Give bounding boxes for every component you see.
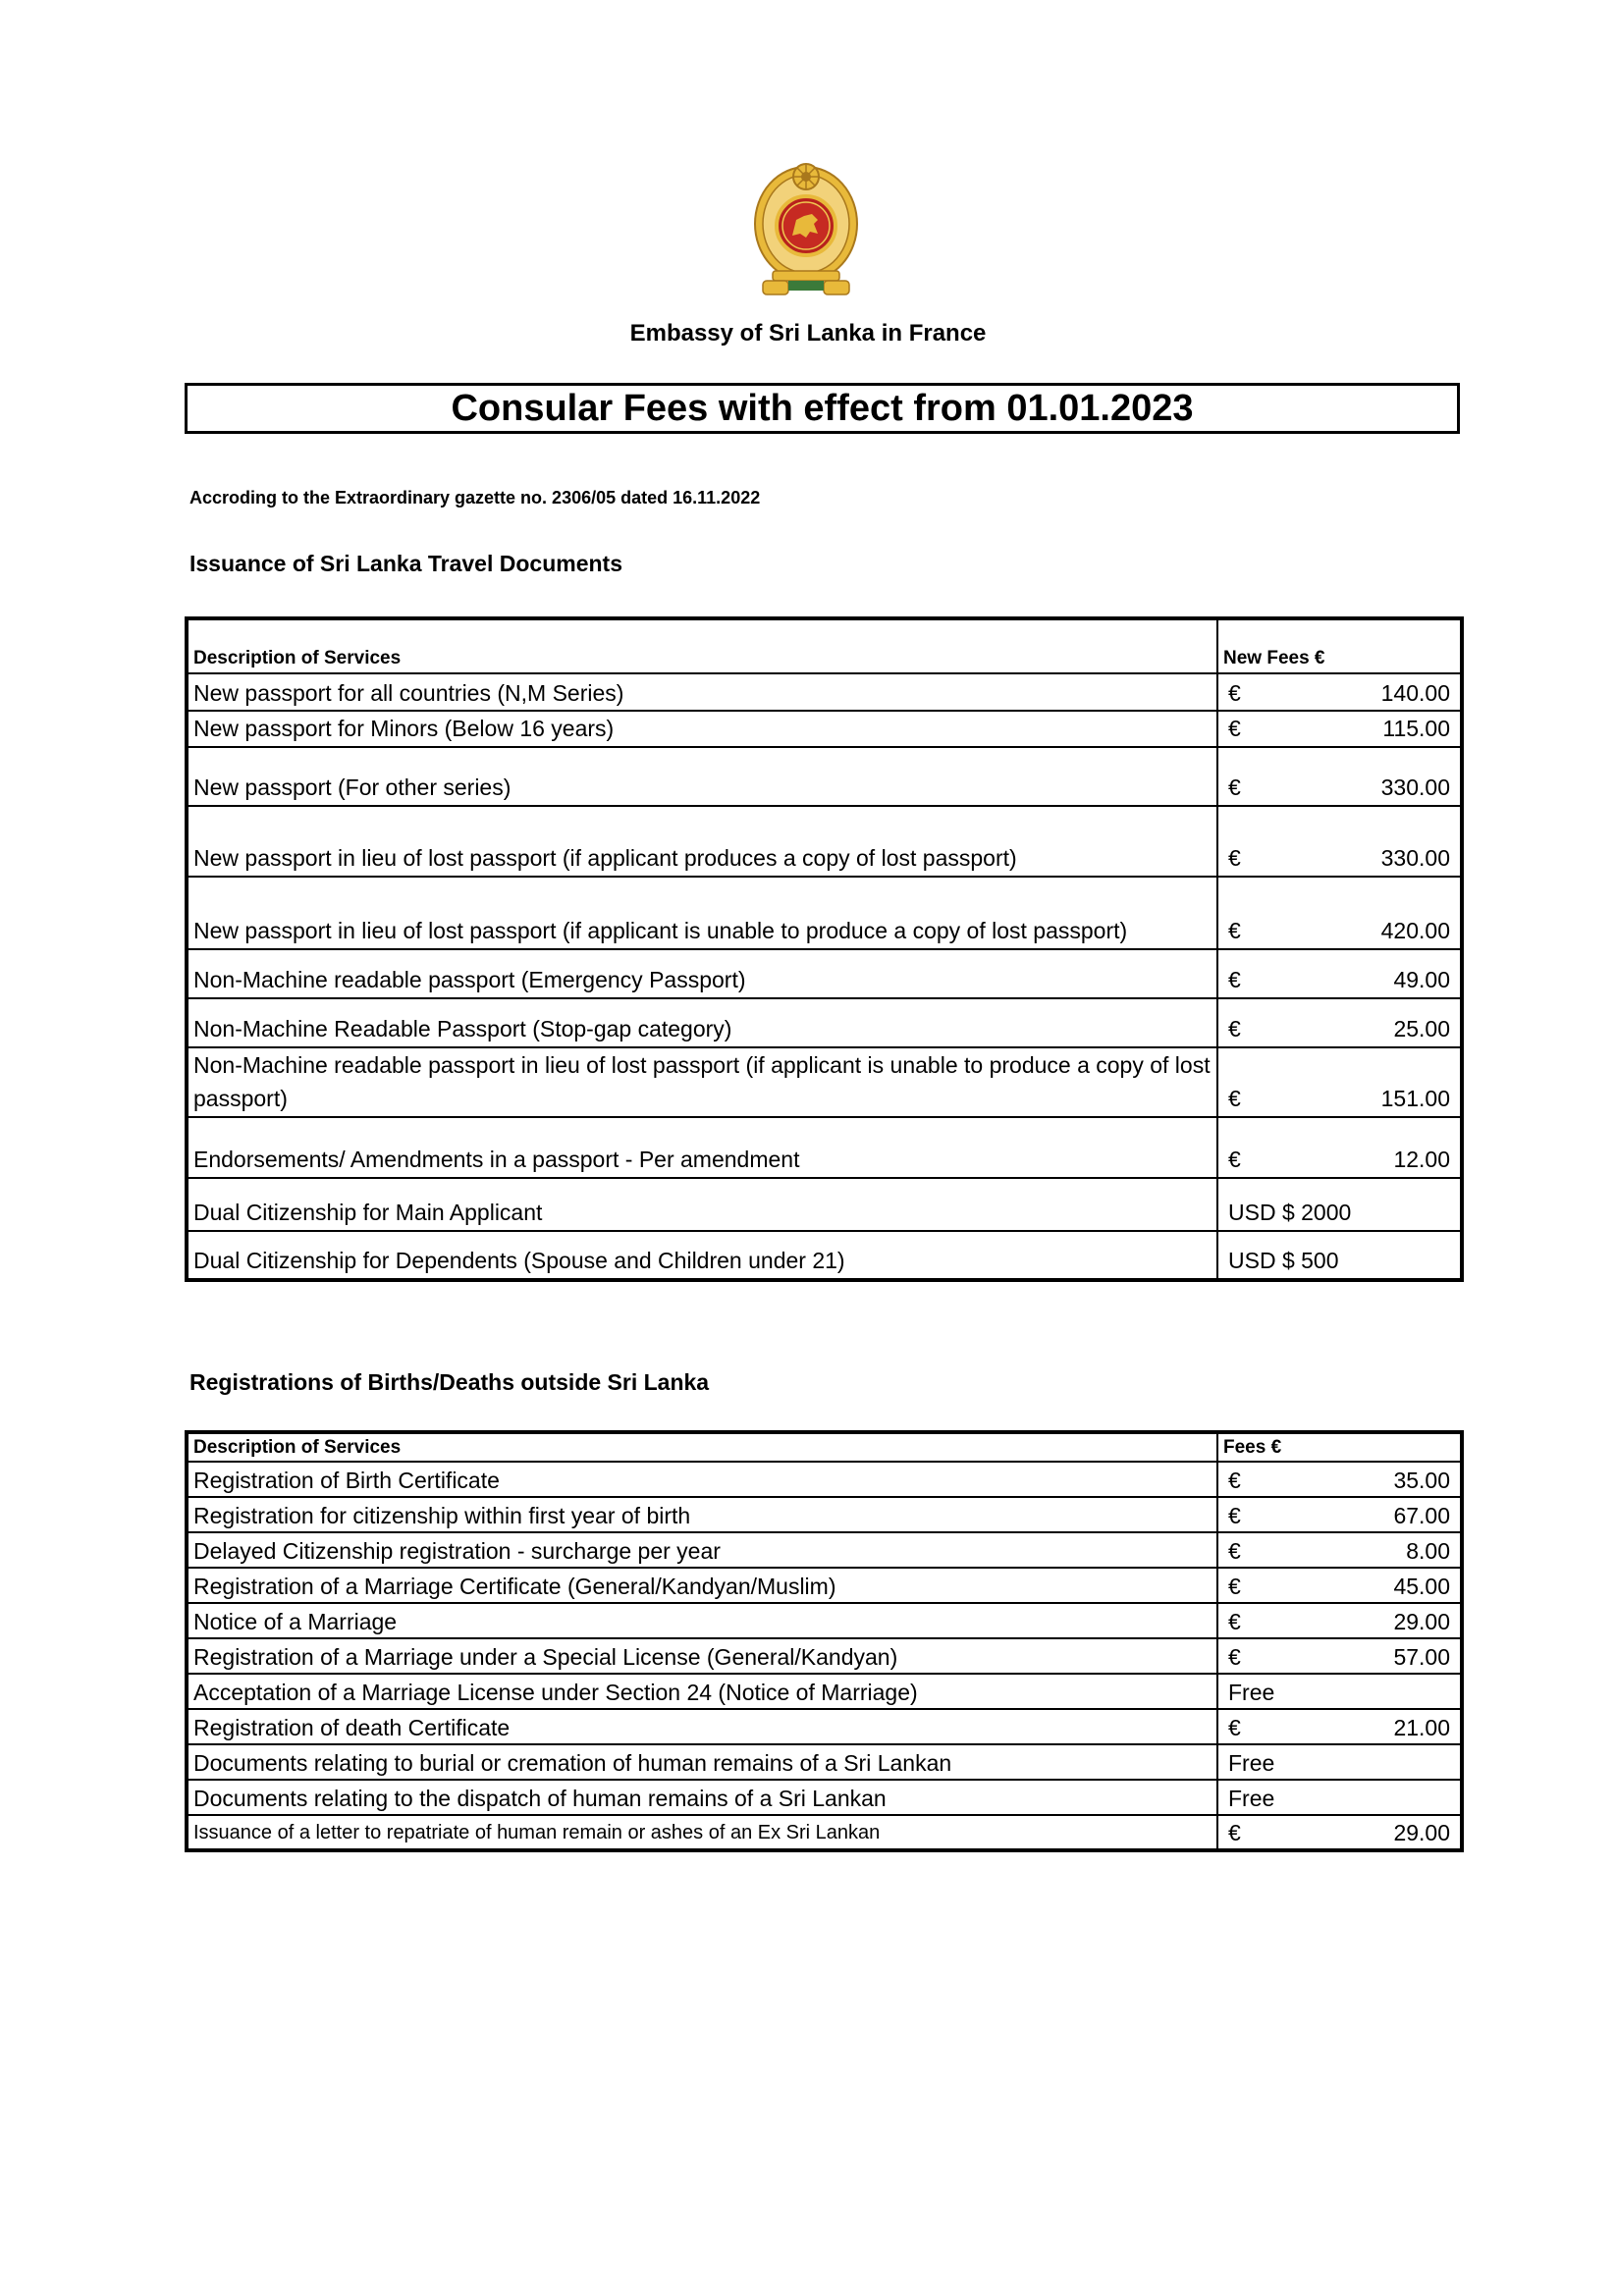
fee-currency: USD $ 2000 xyxy=(1228,1200,1352,1225)
service-fee xyxy=(1217,1462,1462,1497)
service-fee xyxy=(1217,877,1462,949)
fee-currency: USD $ 500 xyxy=(1228,1248,1339,1273)
table-row xyxy=(187,806,1462,877)
fee-amount: 57.00 xyxy=(1393,1644,1450,1670)
table-row xyxy=(187,877,1462,949)
column-header-description: Description of Services xyxy=(187,618,1217,673)
sri-lanka-emblem-icon xyxy=(749,155,863,298)
fee-currency: € xyxy=(1228,1503,1241,1528)
service-fee xyxy=(1217,998,1462,1047)
fee-amount: 67.00 xyxy=(1393,1503,1450,1528)
fee-amount: 25.00 xyxy=(1393,1016,1450,1041)
service-description: Issuance of a letter to repatriate of human remain or ashes of an Ex Sri Lankan xyxy=(187,1815,1217,1850)
fee-amount: 115.00 xyxy=(1382,716,1450,741)
service-description: New passport (For other series) xyxy=(187,747,1217,806)
fee-amount: 29.00 xyxy=(1393,1820,1450,1845)
fee-currency: Free xyxy=(1228,1786,1275,1811)
service-fee xyxy=(1217,1638,1462,1674)
service-fee xyxy=(1217,1178,1462,1231)
service-fee xyxy=(1217,1815,1462,1850)
service-description: Notice of a Marriage xyxy=(187,1603,1217,1638)
service-description: Registration of death Certificate xyxy=(187,1709,1217,1744)
service-description: Dual Citizenship for Main Applicant xyxy=(187,1178,1217,1231)
section-heading-registrations: Registrations of Births/Deaths outside Sri Lanka xyxy=(189,1369,710,1395)
service-fee xyxy=(1217,1047,1462,1117)
service-description: Non-Machine readable passport in lieu of lost passport (if applicant is unable to produce a copy of lost passport) xyxy=(187,1047,1217,1117)
fee-amount: 12.00 xyxy=(1393,1147,1450,1172)
service-description: Registration of a Marriage under a Special License (General/Kandyan) xyxy=(187,1638,1217,1674)
fee-currency: € xyxy=(1228,918,1241,943)
service-fee xyxy=(1217,806,1462,877)
fee-currency: € xyxy=(1228,716,1241,741)
column-header-fee: New Fees € xyxy=(1217,618,1462,673)
table-row xyxy=(187,711,1462,747)
service-description: New passport for Minors (Below 16 years) xyxy=(187,711,1217,747)
service-description: Documents relating to the dispatch of human remains of a Sri Lankan xyxy=(187,1780,1217,1815)
service-fee xyxy=(1217,1780,1462,1815)
table-row xyxy=(187,1638,1462,1674)
table-row xyxy=(187,1709,1462,1744)
fee-currency: € xyxy=(1228,1147,1241,1172)
table-row xyxy=(187,1047,1462,1117)
table-row xyxy=(187,1744,1462,1780)
embassy-name: Embassy of Sri Lanka in France xyxy=(629,320,987,347)
fee-currency: € xyxy=(1228,1016,1241,1041)
service-description: New passport in lieu of lost passport (if applicant produces a copy of lost passport) xyxy=(187,806,1217,877)
table-row xyxy=(187,1780,1462,1815)
fee-amount: 140.00 xyxy=(1380,679,1450,706)
service-description: Registration for citizenship within first year of birth xyxy=(187,1497,1217,1532)
fee-currency: € xyxy=(1228,845,1241,871)
fee-currency: € xyxy=(1228,1715,1241,1740)
service-description: Dual Citizenship for Dependents (Spouse and Children under 21) xyxy=(187,1231,1217,1280)
fee-currency: € xyxy=(1228,1538,1241,1564)
table-row xyxy=(187,1462,1462,1497)
service-fee xyxy=(1217,673,1462,711)
table-row xyxy=(187,1231,1462,1280)
column-header-description: Description of Services xyxy=(187,1432,1217,1462)
table-row xyxy=(187,673,1462,711)
service-description: New passport in lieu of lost passport (if applicant is unable to produce a copy of lost passport) xyxy=(187,877,1217,949)
fee-currency: € xyxy=(1228,1468,1241,1493)
service-fee xyxy=(1217,747,1462,806)
service-fee xyxy=(1217,949,1462,998)
fee-currency: € xyxy=(1228,1609,1241,1634)
table-row xyxy=(187,1674,1462,1709)
table-row xyxy=(187,998,1462,1047)
service-description: Non-Machine readable passport (Emergency Passport) xyxy=(187,949,1217,998)
table-header-row xyxy=(187,1432,1462,1462)
service-description: Acceptation of a Marriage License under Section 24 (Notice of Marriage) xyxy=(187,1674,1217,1709)
fee-amount: 21.00 xyxy=(1393,1715,1450,1740)
fee-currency: Free xyxy=(1228,1750,1275,1776)
service-description: Registration of a Marriage Certificate (General/Kandyan/Muslim) xyxy=(187,1568,1217,1603)
service-fee xyxy=(1217,1674,1462,1709)
service-fee xyxy=(1217,1231,1462,1280)
fee-amount: 330.00 xyxy=(1380,774,1450,800)
fee-currency: € xyxy=(1228,1820,1241,1845)
fee-currency: Free xyxy=(1228,1680,1275,1705)
service-fee xyxy=(1217,1568,1462,1603)
service-fee xyxy=(1217,1117,1462,1178)
service-fee xyxy=(1217,1532,1462,1568)
fee-currency: € xyxy=(1228,774,1241,800)
fee-currency: € xyxy=(1228,679,1241,706)
fee-currency: € xyxy=(1228,1086,1241,1111)
table-row xyxy=(187,1117,1462,1178)
table-row xyxy=(187,1603,1462,1638)
service-fee xyxy=(1217,711,1462,747)
service-fee xyxy=(1217,1603,1462,1638)
page-title-text: Consular Fees with effect from 01.01.2023 xyxy=(451,387,1194,429)
table-row xyxy=(187,1532,1462,1568)
table-row xyxy=(187,1178,1462,1231)
service-description: New passport for all countries (N,M Series) xyxy=(187,673,1217,711)
service-description: Endorsements/ Amendments in a passport - Per amendment xyxy=(187,1117,1217,1178)
table-row xyxy=(187,949,1462,998)
service-fee xyxy=(1217,1497,1462,1532)
service-description: Documents relating to burial or cremation of human remains of a Sri Lankan xyxy=(187,1744,1217,1780)
fee-currency: € xyxy=(1228,1644,1241,1670)
table-row xyxy=(187,1815,1462,1850)
fee-amount: 420.00 xyxy=(1380,918,1450,943)
service-description: Registration of Birth Certificate xyxy=(187,1462,1217,1497)
service-description: Non-Machine Readable Passport (Stop-gap category) xyxy=(187,998,1217,1047)
table-row xyxy=(187,747,1462,806)
table-header-row xyxy=(187,618,1462,673)
table-row xyxy=(187,1497,1462,1532)
fee-amount: 330.00 xyxy=(1380,845,1450,871)
fee-amount: 8.00 xyxy=(1406,1538,1450,1564)
fee-amount: 45.00 xyxy=(1393,1574,1450,1599)
registrations-table xyxy=(185,1430,1464,1852)
fee-amount: 151.00 xyxy=(1380,1086,1450,1111)
travel-documents-table xyxy=(185,616,1464,1282)
table-row xyxy=(187,1568,1462,1603)
page-title xyxy=(185,383,1460,434)
fee-amount: 35.00 xyxy=(1393,1468,1450,1493)
gazette-note: Accroding to the Extraordinary gazette no. 2306/05 dated 16.11.2022 xyxy=(189,488,761,507)
service-description: Delayed Citizenship registration - surcharge per year xyxy=(187,1532,1217,1568)
section-heading-travel-documents: Issuance of Sri Lanka Travel Documents xyxy=(189,551,622,576)
service-fee xyxy=(1217,1744,1462,1780)
fee-amount: 29.00 xyxy=(1393,1609,1450,1634)
column-header-fee: Fees € xyxy=(1217,1432,1462,1462)
fee-amount: 49.00 xyxy=(1393,967,1450,992)
fee-currency: € xyxy=(1228,967,1241,992)
service-fee xyxy=(1217,1709,1462,1744)
fee-currency: € xyxy=(1228,1574,1241,1599)
